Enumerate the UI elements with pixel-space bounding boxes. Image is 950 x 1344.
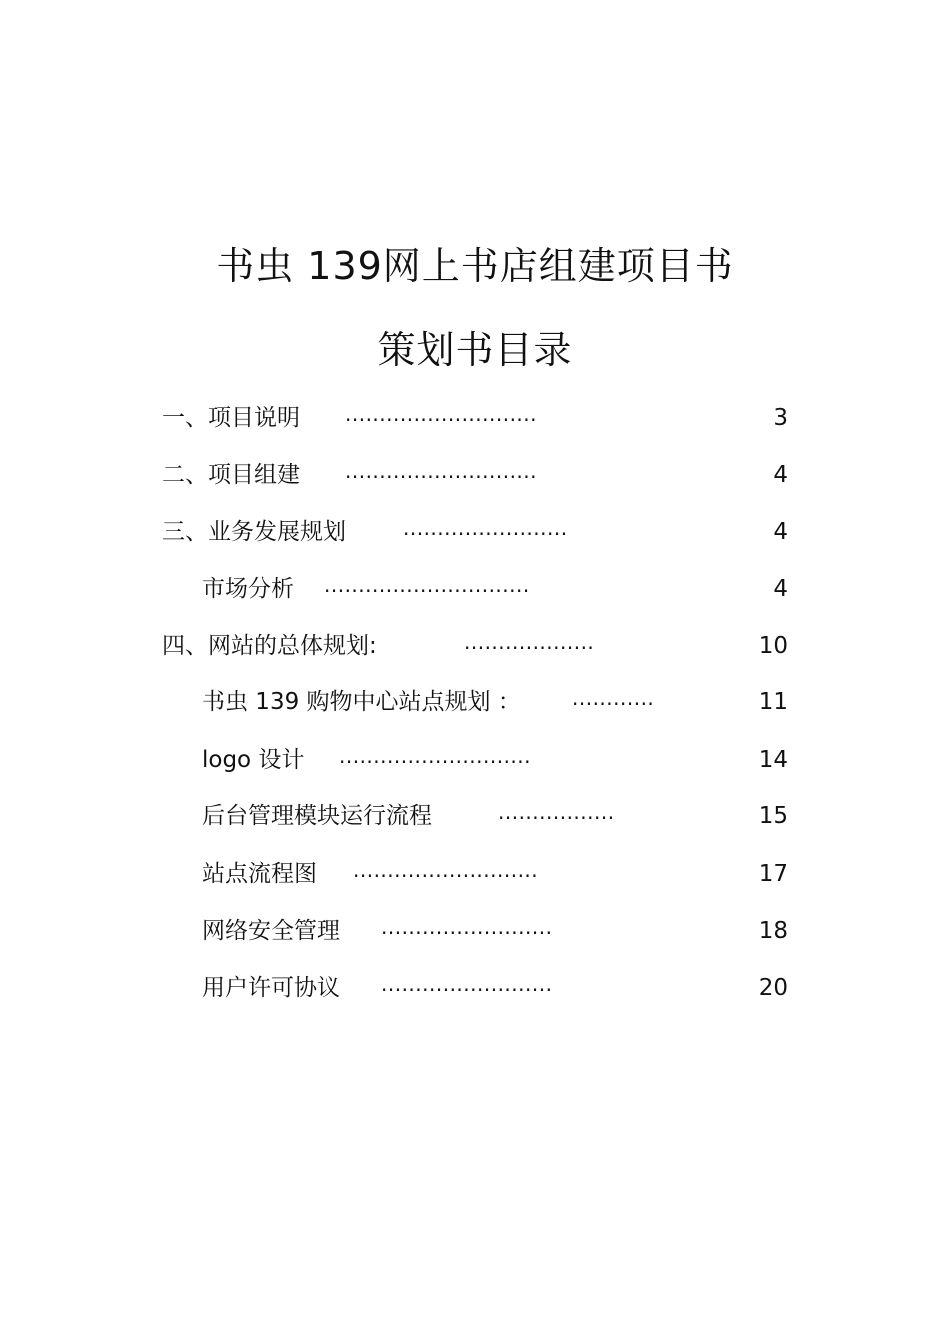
toc-entry-label: 市场分析: [202, 576, 294, 602]
toc-entry[interactable]: [202, 686, 788, 718]
toc-entry-page: 4: [773, 519, 788, 545]
toc-entry[interactable]: [202, 744, 788, 776]
toc-entry-page: 11: [758, 689, 788, 715]
toc-entry-page: 20: [758, 975, 788, 1001]
toc-entry-page: 18: [758, 918, 788, 944]
toc-entry-page: 15: [758, 803, 788, 829]
toc-entry-label: 一、项目说明: [162, 405, 300, 431]
toc-entry-label: logo 设计: [202, 747, 305, 773]
toc-entry-page: 10: [758, 633, 788, 659]
toc-entry[interactable]: [202, 858, 788, 890]
toc-entry-label: 用户许可协议: [202, 975, 340, 1001]
toc-entry-label: 站点流程图: [202, 861, 317, 887]
toc-entry-leader: ............: [572, 686, 655, 710]
toc-entry-label: 网络安全管理: [202, 918, 340, 944]
toc-entry-leader: ...........................: [353, 858, 539, 882]
toc-entry-leader: ..............................: [324, 573, 530, 597]
toc-entry-page: 14: [758, 747, 788, 773]
toc-entry-leader: ...................: [464, 630, 595, 654]
toc-entry-label: 二、项目组建: [162, 462, 300, 488]
toc-entry-label: 四、网站的总体规划:: [162, 633, 377, 659]
toc-entry-page: 3: [773, 405, 788, 431]
toc-entry[interactable]: [162, 459, 788, 491]
document-title: 书虫 139网上书店组建项目书: [216, 244, 734, 288]
toc-entry[interactable]: [162, 516, 788, 548]
toc-entry[interactable]: [202, 573, 788, 605]
toc-entry-leader: ............................: [345, 402, 538, 426]
toc-entry-leader: ............................: [339, 744, 532, 768]
toc-entry-page: 4: [773, 576, 788, 602]
toc-entry-leader: ............................: [345, 459, 538, 483]
toc-entry-label: 三、业务发展规划: [162, 519, 346, 545]
toc-entry-page: 17: [758, 861, 788, 887]
toc-entry[interactable]: [162, 402, 788, 434]
toc-entry-leader: .................: [498, 800, 615, 824]
toc-entry[interactable]: [202, 800, 788, 832]
toc-entry-leader: .........................: [381, 915, 553, 939]
toc-entry-label: 后台管理模块运行流程: [202, 803, 432, 829]
toc-entry-leader: ........................: [403, 516, 568, 540]
toc-entry[interactable]: [202, 972, 788, 1004]
toc-entry-label: 书虫 139 购物中心站点规划 ：: [202, 689, 521, 715]
toc-entry-page: 4: [773, 462, 788, 488]
document-subtitle: 策划书目录: [377, 328, 573, 372]
toc-entry[interactable]: [202, 915, 788, 947]
toc-entry[interactable]: [162, 630, 788, 662]
toc-entry-leader: .........................: [381, 972, 553, 996]
